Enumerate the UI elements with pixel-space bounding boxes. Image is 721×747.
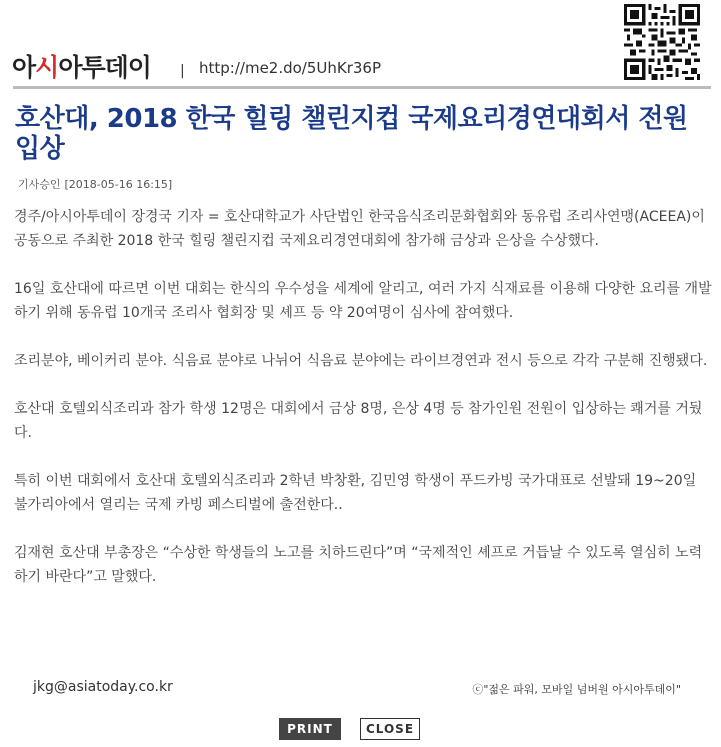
- action-buttons: [279, 718, 439, 740]
- qr-code-icon: [624, 4, 700, 80]
- article-body: [14, 205, 712, 613]
- article-paragraph: 김재현 호산대 부총장은 “수상한 학생들의 노고를 치하드린다”며 “국제적인 셰프로 거듭날 수 있도록 열심히 노력하기 바란다”고 말했다.: [14, 545, 703, 585]
- article-paragraph: 조리분야, 베이커리 분야. 식음료 분야로 나뉘어 식음료 분야에는 라이브경연과 전시 등으로 각각 구분해 진행됐다.: [14, 353, 708, 369]
- meta-label: 기사승인: [18, 178, 61, 191]
- short-url-link[interactable]: http://me2.do/5UhKr36P: [199, 59, 382, 77]
- article-paragraph: 호산대 호텔외식조리과 참가 학생 12명은 대회에서 금상 8명, 은상 4명 등 참가인원 전원이 입상하는 쾌거를 거뒀다.: [14, 401, 703, 441]
- page-header: [0, 0, 721, 90]
- header-separator: |: [180, 63, 185, 79]
- print-button[interactable]: PRINT: [279, 718, 341, 740]
- site-logo: [12, 48, 151, 84]
- copyright-notice: ⓒ"젊은 파워, 모바일 넘버원 아시아투데이": [472, 683, 681, 696]
- article-paragraph: 16일 호산대에 따르면 이번 대회는 한식의 우수성을 세계에 알리고, 여러 가지 식재료를 이용해 다양한 요리를 개발하기 위해 동유럽 10개국 조리사 협회장 및 셰프 등 약 20여명이 심사에 참여했다.: [14, 281, 712, 321]
- article-paragraph: 경주/아시아투데이 장경국 기자 = 호산대학교가 사단법인 한국음식조리문화협회와 동유럽 조리사연맹(ACEEA)이 공동으로 주최한 2018 한국 힐링 챌린지컵 국제요리경연대회에 참가해 금상과 은상을 수상했다.: [14, 209, 705, 249]
- header-divider: [13, 86, 711, 89]
- article-timestamp: [2018-05-16 16:15]: [64, 178, 173, 191]
- reporter-email: jkg@asiatoday.co.kr: [33, 679, 173, 695]
- logo-text: 아시아투데이: [12, 53, 151, 82]
- article-paragraph: 특히 이번 대회에서 호산대 호텔외식조리과 2학년 박창환, 김민영 학생이 푸드카빙 국가대표로 선발돼 19~20일 불가리아에서 열리는 국제 카빙 페스티벌에 출전한다..: [14, 473, 697, 513]
- article-meta: [18, 176, 172, 192]
- close-button[interactable]: CLOSE: [360, 718, 420, 740]
- article-title: 호산대, 2018 한국 힐링 챌린지컵 국제요리경연대회서 전원 입상: [15, 104, 688, 164]
